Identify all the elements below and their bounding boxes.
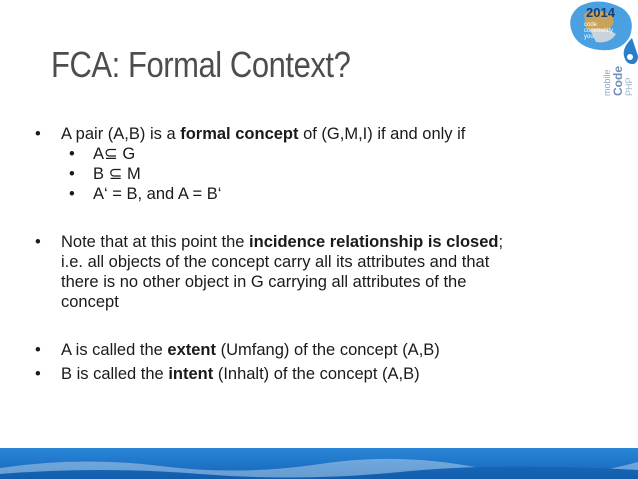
logo-word-php: PHP [624, 77, 634, 96]
slide-body [35, 124, 595, 384]
term-formal-concept: formal concept [180, 125, 299, 143]
slide-title: FCA: Formal Context? [51, 44, 351, 85]
logo-year: 2014 [586, 5, 615, 20]
sub-bullet-a-subset-g: • A⊆ G [69, 145, 136, 163]
bullet-incidence-closed: • Note that at this point the incidence relationship is closed; i.e. all objects of the concept carry all its attributes and that there is no other object in G carrying all attributes of the concept [35, 233, 504, 311]
conference-logo [560, 0, 638, 100]
logo-word-code-vertical: Code [611, 66, 625, 96]
term-intent: intent [168, 365, 214, 383]
footer-bar [0, 448, 638, 479]
logo-word-code: code [584, 22, 598, 28]
term-incidence-relationship: incidence relationship is closed [249, 233, 499, 251]
sub-bullet-b-subset-m: • B ⊆ M [69, 165, 141, 183]
term-extent: extent [167, 341, 217, 359]
bullet-glyph: • [35, 125, 41, 143]
bullet-intent: • B is called the intent (Inhalt) of the concept (A,B) [35, 365, 420, 383]
logo-word-community: community [584, 28, 614, 34]
sub-bullet-derivation: • A‘ = B, and A = B‘ [69, 185, 222, 203]
bullet-formal-concept: • A pair (A,B) is a formal concept of (G,M,I) if and only if [35, 125, 466, 143]
logo-word-you: you [584, 34, 594, 40]
logo-word-mobile: mobile [602, 69, 612, 96]
footer-pattern [0, 448, 638, 479]
bullet-extent: • A is called the extent (Umfang) of the concept (A,B) [35, 341, 440, 359]
